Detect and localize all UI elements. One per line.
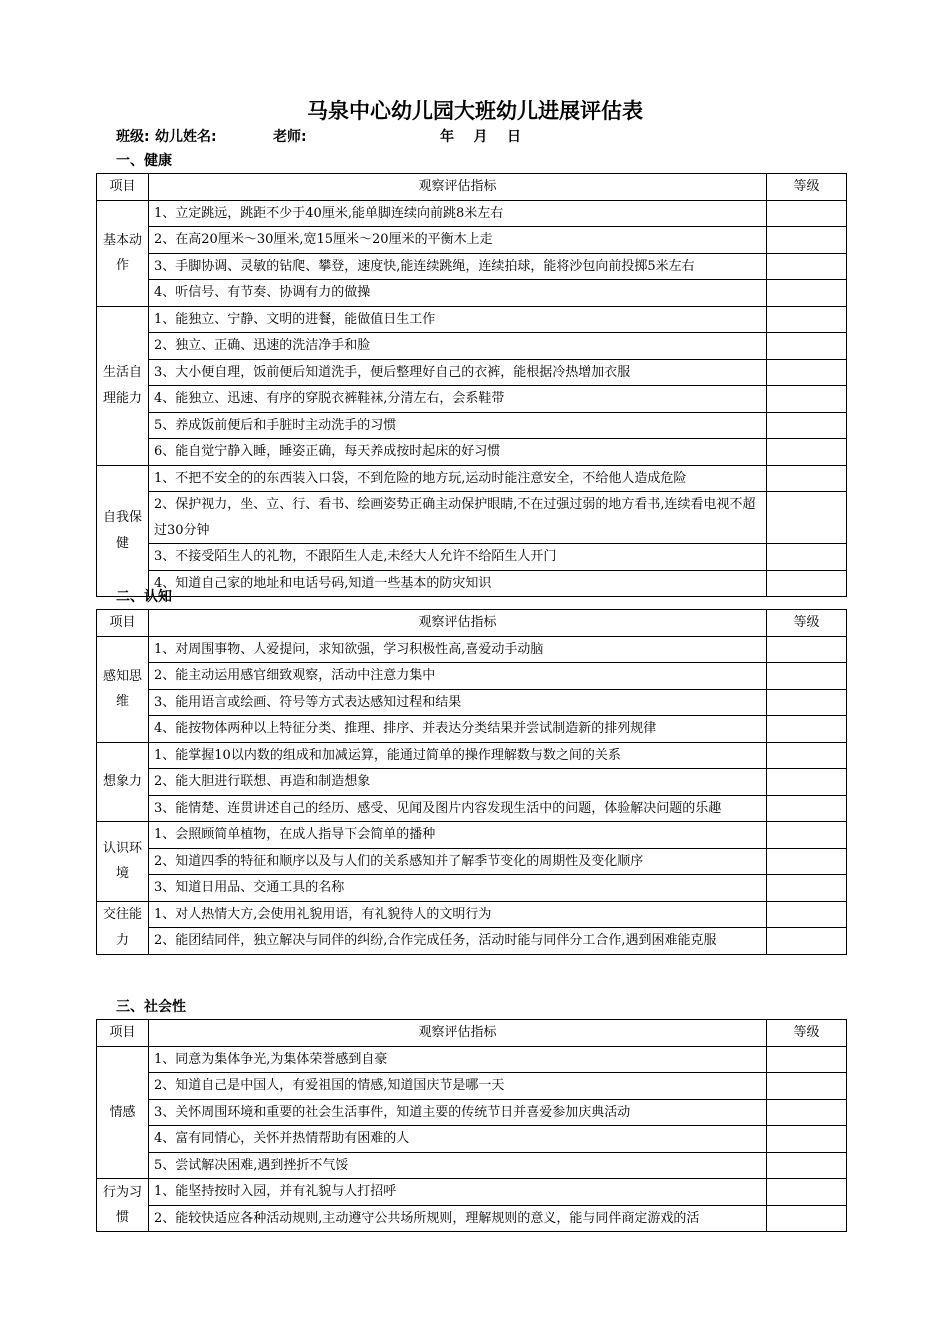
indicator-cell: 6、能自觉宁静入睡，睡姿正确，每天养成按时起床的好习惯	[149, 439, 767, 466]
indicator-cell: 1、对周围事物、人爱提问，求知欲强，学习积极性高,喜爱动手动脑	[149, 636, 767, 663]
indicator-cell: 2、在高20厘米～30厘米,宽15厘米～20厘米的平衡木上走	[149, 227, 767, 254]
indicator-cell: 1、不把不安全的的东西装入口袋，不到危险的地方玩,运动时能注意安全，不给他人造成危险	[149, 465, 767, 492]
table-row	[97, 465, 847, 492]
table-row	[97, 280, 847, 307]
indicator-cell: 3、知道日用品、交通工具的名称	[149, 875, 767, 902]
category-cell: 感知思维	[97, 636, 149, 742]
category-cell: 想象力	[97, 742, 149, 822]
grade-cell[interactable]	[767, 280, 847, 307]
table-row	[97, 689, 847, 716]
table-row	[97, 1152, 847, 1179]
grade-cell[interactable]	[767, 1179, 847, 1206]
grade-cell[interactable]	[767, 928, 847, 955]
grade-cell[interactable]	[767, 716, 847, 743]
social-table	[96, 1019, 847, 1232]
indicator-cell: 1、能坚持按时入园，并有礼貌与人打招呼	[149, 1179, 767, 1206]
table-row	[97, 742, 847, 769]
grade-cell[interactable]	[767, 227, 847, 254]
indicator-cell: 1、能独立、宁静、文明的进餐，能做值日生工作	[149, 306, 767, 333]
table-row	[97, 1126, 847, 1153]
indicator-cell: 5、养成饭前便后和手脏时主动洗手的习惯	[149, 412, 767, 439]
indicator-cell: 1、立定跳远，跳距不少于40厘米,能单脚连续向前跳8米左右	[149, 200, 767, 227]
table-row	[97, 663, 847, 690]
indicator-cell: 1、能掌握10以内数的组成和加减运算，能通过简单的操作理解数与数之间的关系	[149, 742, 767, 769]
grade-cell[interactable]	[767, 848, 847, 875]
table-row	[97, 901, 847, 928]
table-row	[97, 1073, 847, 1100]
grade-cell[interactable]	[767, 1099, 847, 1126]
class-label: 班级:	[116, 129, 150, 145]
grade-cell[interactable]	[767, 769, 847, 796]
category-cell: 情感	[97, 1046, 149, 1179]
grade-cell[interactable]	[767, 901, 847, 928]
table-row	[97, 875, 847, 902]
section-heading-social: 三、社会性	[116, 999, 186, 1015]
table-row	[97, 716, 847, 743]
indicator-cell: 3、大小便自理，饭前便后知道洗手，便后整理好自己的衣裤，能根据冷热增加衣服	[149, 359, 767, 386]
indicator-cell: 2、能较快适应各种活动规则,主动遵守公共场所规则，理解规则的意义，能与同伴商定游戏的活	[149, 1205, 767, 1232]
grade-cell[interactable]	[767, 359, 847, 386]
table-row	[97, 306, 847, 333]
table-row	[97, 412, 847, 439]
header-indicator: 观察评估指标	[149, 174, 767, 201]
header-grade: 等级	[767, 1020, 847, 1047]
teacher-label: 老师:	[273, 129, 307, 145]
indicator-cell: 4、听信号、有节奏、协调有力的做操	[149, 280, 767, 307]
table-header-row	[97, 174, 847, 201]
indicator-cell: 2、能主动运用感官细致观察，活动中注意力集中	[149, 663, 767, 690]
table-row	[97, 253, 847, 280]
header-item: 项目	[97, 174, 149, 201]
grade-cell[interactable]	[767, 1046, 847, 1073]
section-heading-cognition: 二、认知	[116, 589, 172, 605]
grade-cell[interactable]	[767, 306, 847, 333]
table-row	[97, 769, 847, 796]
table-row	[97, 822, 847, 849]
header-grade: 等级	[767, 174, 847, 201]
indicator-cell: 3、能用语言或绘画、符号等方式表达感知过程和结果	[149, 689, 767, 716]
grade-cell[interactable]	[767, 200, 847, 227]
table-row	[97, 636, 847, 663]
indicator-cell: 4、知道自己家的地址和电话号码,知道一些基本的防灾知识	[149, 570, 767, 597]
header-indicator: 观察评估指标	[149, 610, 767, 637]
section-heading-health: 一、健康	[116, 153, 172, 169]
indicator-cell: 4、能按物体两种以上特征分类、推理、排序、并表达分类结果并尝试制造新的排列规律	[149, 716, 767, 743]
table-row	[97, 359, 847, 386]
grade-cell[interactable]	[767, 742, 847, 769]
table-header-row	[97, 1020, 847, 1047]
grade-cell[interactable]	[767, 333, 847, 360]
table-row	[97, 227, 847, 254]
indicator-cell: 3、能情楚、连贯讲述自己的经历、感受、见闻及图片内容发现生活中的问题，体验解决问题的乐趣	[149, 795, 767, 822]
indicator-cell: 1、会照顾简单植物，在成人指导下会简单的播种	[149, 822, 767, 849]
date-label: 年 月 日	[440, 129, 521, 145]
grade-cell[interactable]	[767, 492, 847, 544]
table-row	[97, 544, 847, 571]
indicator-cell: 5、尝试解决困难,遇到挫折不气馁	[149, 1152, 767, 1179]
grade-cell[interactable]	[767, 1126, 847, 1153]
header-grade: 等级	[767, 610, 847, 637]
grade-cell[interactable]	[767, 663, 847, 690]
category-cell: 行为习惯	[97, 1179, 149, 1232]
category-cell: 认识环境	[97, 822, 149, 902]
table-row	[97, 928, 847, 955]
grade-cell[interactable]	[767, 412, 847, 439]
table-row	[97, 1179, 847, 1206]
header-indicator: 观察评估指标	[149, 1020, 767, 1047]
grade-cell[interactable]	[767, 544, 847, 571]
grade-cell[interactable]	[767, 386, 847, 413]
grade-cell[interactable]	[767, 1152, 847, 1179]
category-cell: 自我保健	[97, 465, 149, 597]
table-row	[97, 439, 847, 466]
header-item: 项目	[97, 610, 149, 637]
indicator-cell: 2、独立、正确、迅速的洗洁净手和脸	[149, 333, 767, 360]
table-row	[97, 1205, 847, 1232]
table-row	[97, 333, 847, 360]
indicator-cell: 3、不接受陌生人的礼物，不跟陌生人走,未经大人允许不给陌生人开门	[149, 544, 767, 571]
header-item: 项目	[97, 1020, 149, 1047]
indicator-cell: 2、能团结同伴，独立解决与同伴的纠纷,合作完成任务，活动时能与同伴分工合作,遇到困难能克服	[149, 928, 767, 955]
grade-cell[interactable]	[767, 689, 847, 716]
grade-cell[interactable]	[767, 875, 847, 902]
page-title: 马泉中心幼儿园大班幼儿进展评估表	[307, 99, 643, 123]
table-row	[97, 570, 847, 597]
grade-cell[interactable]	[767, 822, 847, 849]
indicator-cell: 2、能大胆进行联想、再造和制造想象	[149, 769, 767, 796]
table-row	[97, 492, 847, 544]
table-row	[97, 386, 847, 413]
indicator-cell: 2、保护视力，坐、立、行、看书、绘画姿势正确主动保护眼睛,不在过强过弱的地方看书,连续看电视不超过30分钟	[149, 492, 767, 544]
indicator-cell: 4、能独立、迅速、有序的穿脱衣裤鞋袜,分清左右，会系鞋带	[149, 386, 767, 413]
cognition-table	[96, 609, 847, 955]
grade-cell[interactable]	[767, 253, 847, 280]
category-cell: 基本动作	[97, 200, 149, 306]
health-table	[96, 173, 847, 597]
grade-cell[interactable]	[767, 1205, 847, 1232]
table-row	[97, 1046, 847, 1073]
category-cell: 交往能力	[97, 901, 149, 954]
category-cell: 生活自理能力	[97, 306, 149, 465]
indicator-cell: 3、关怀周围环境和重要的社会生活事件，知道主要的传统节日并喜爱参加庆典活动	[149, 1099, 767, 1126]
indicator-cell: 2、知道四季的特征和顺序以及与人们的关系感知并了解季节变化的周期性及变化顺序	[149, 848, 767, 875]
indicator-cell: 4、富有同情心，关怀并热情帮助有困难的人	[149, 1126, 767, 1153]
grade-cell[interactable]	[767, 795, 847, 822]
table-row	[97, 848, 847, 875]
grade-cell[interactable]	[767, 1073, 847, 1100]
indicator-cell: 1、同意为集体争光,为集体荣誉感到自豪	[149, 1046, 767, 1073]
grade-cell[interactable]	[767, 439, 847, 466]
table-row	[97, 1099, 847, 1126]
indicator-cell: 3、手脚协调、灵敏的钻爬、攀登，速度快,能连续跳绳，连续拍球，能将沙包向前投掷5米左右	[149, 253, 767, 280]
grade-cell[interactable]	[767, 465, 847, 492]
table-row	[97, 795, 847, 822]
grade-cell[interactable]	[767, 636, 847, 663]
indicator-cell: 1、对人热情大方,会使用礼貌用语，有礼貌待人的文明行为	[149, 901, 767, 928]
indicator-cell: 2、知道自己是中国人，有爱祖国的情感,知道国庆节是哪一天	[149, 1073, 767, 1100]
table-header-row	[97, 610, 847, 637]
table-row	[97, 200, 847, 227]
grade-cell[interactable]	[767, 570, 847, 597]
child-name-label: 幼儿姓名:	[155, 129, 217, 145]
